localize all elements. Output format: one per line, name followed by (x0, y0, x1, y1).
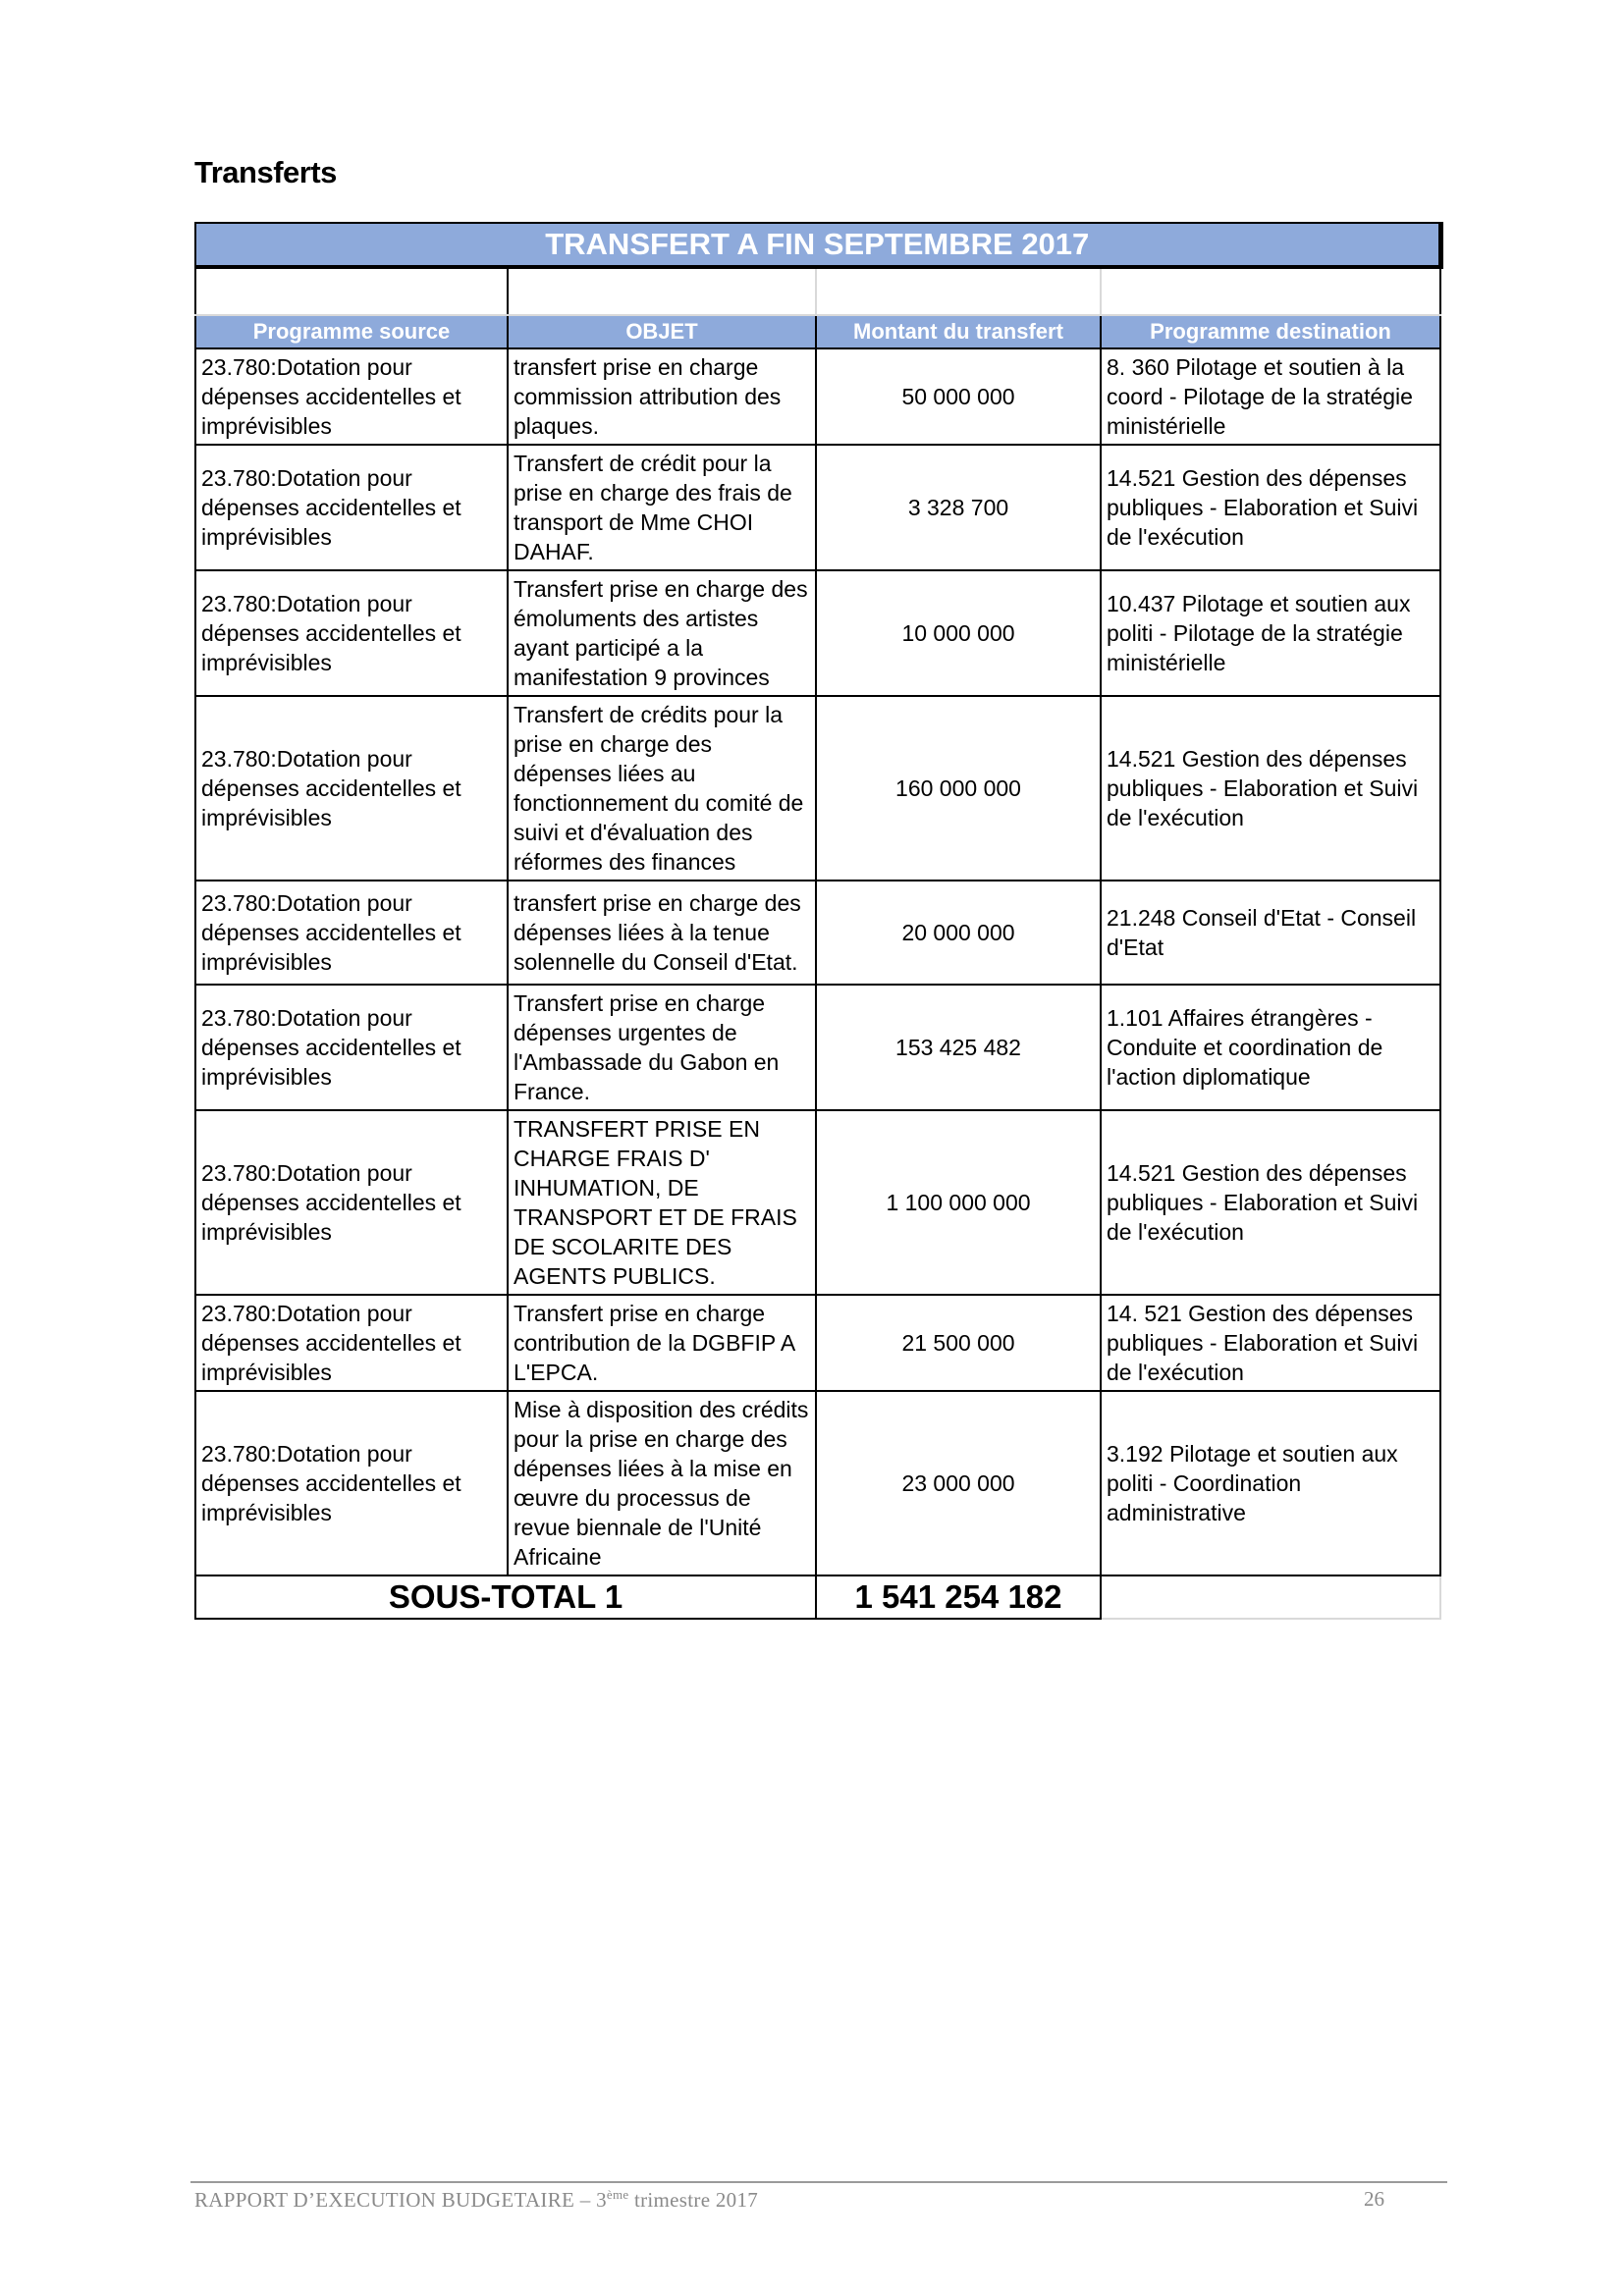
amount-cell: 153 425 482 (816, 985, 1101, 1110)
column-header-objet: OBJET (508, 315, 816, 348)
destination-cell: 21.248 Conseil d'Etat - Conseil d'Etat (1101, 881, 1440, 985)
destination-cell: 14.521 Gestion des dépenses publiques - Elaboration et Suivi de l'exécution (1101, 1110, 1440, 1295)
page-number: 26 (1364, 2187, 1384, 2211)
destination-cell: 3.192 Pilotage et soutien aux politi - Coordination administrative (1101, 1391, 1440, 1575)
source-cell: 23.780:Dotation pour dépenses accidentelles et imprévisibles (195, 570, 508, 696)
objet-cell: Transfert prise en charge contribution de la DGBFIP A L'EPCA. (508, 1295, 816, 1391)
column-header-destination: Programme destination (1101, 315, 1440, 348)
table-row (195, 348, 1440, 445)
footer-report-title (194, 2187, 758, 2213)
objet-cell: Transfert prise en charge dépenses urgentes de l'Ambassade du Gabon en France. (508, 985, 816, 1110)
table-row (195, 985, 1440, 1110)
source-cell: 23.780:Dotation pour dépenses accidentelles et imprévisibles (195, 985, 508, 1110)
table-row (195, 445, 1440, 570)
table-header-row (195, 315, 1440, 348)
objet-cell: TRANSFERT PRISE EN CHARGE FRAIS D' INHUMATION, DE TRANSPORT ET DE FRAIS DE SCOLARITE DES AGENTS PUBLICS. (508, 1110, 816, 1295)
destination-cell: 14. 521 Gestion des dépenses publiques - Elaboration et Suivi de l'exécution (1101, 1295, 1440, 1391)
footer-text-part: RAPPORT D’EXECUTION BUDGETAIRE – 3 (194, 2188, 607, 2212)
subtotal-label: SOUS-TOTAL 1 (195, 1575, 816, 1619)
spacer-cell (508, 267, 816, 315)
source-cell: 23.780:Dotation pour dépenses accidentelles et imprévisibles (195, 696, 508, 881)
spacer-cell (195, 267, 508, 315)
objet-cell: Transfert de crédits pour la prise en charge des dépenses liées au fonctionnement du comité de suivi et d'évaluation des réformes des finances (508, 696, 816, 881)
destination-cell: 1.101 Affaires étrangères - Conduite et coordination de l'action diplomatique (1101, 985, 1440, 1110)
table-row (195, 881, 1440, 985)
spacer-cell (816, 267, 1101, 315)
amount-cell: 50 000 000 (816, 348, 1101, 445)
source-cell: 23.780:Dotation pour dépenses accidentelles et imprévisibles (195, 348, 508, 445)
objet-cell: transfert prise en charge des dépenses liées à la tenue solennelle du Conseil d'Etat. (508, 881, 816, 985)
table-row (195, 1295, 1440, 1391)
objet-cell: Transfert de crédit pour la prise en charge des frais de transport de Mme CHOI DAHAF. (508, 445, 816, 570)
source-cell: 23.780:Dotation pour dépenses accidentelles et imprévisibles (195, 1391, 508, 1575)
amount-cell: 3 328 700 (816, 445, 1101, 570)
table-title: TRANSFERT A FIN SEPTEMBRE 2017 (195, 223, 1440, 267)
spacer-cell (1101, 267, 1440, 315)
source-cell: 23.780:Dotation pour dépenses accidentelles et imprévisibles (195, 445, 508, 570)
destination-cell: 8. 360 Pilotage et soutien à la coord - Pilotage de la stratégie ministérielle (1101, 348, 1440, 445)
amount-cell: 21 500 000 (816, 1295, 1101, 1391)
amount-cell: 10 000 000 (816, 570, 1101, 696)
source-cell: 23.780:Dotation pour dépenses accidentelles et imprévisibles (195, 1110, 508, 1295)
column-header-montant: Montant du transfert (816, 315, 1101, 348)
subtotal-empty-cell (1101, 1575, 1440, 1619)
section-title: Transferts (194, 155, 337, 189)
transfers-table (194, 222, 1443, 1620)
table-row (195, 696, 1440, 881)
amount-cell: 1 100 000 000 (816, 1110, 1101, 1295)
source-cell: 23.780:Dotation pour dépenses accidentelles et imprévisibles (195, 1295, 508, 1391)
objet-cell: transfert prise en charge commission attribution des plaques. (508, 348, 816, 445)
destination-cell: 10.437 Pilotage et soutien aux politi - Pilotage de la stratégie ministérielle (1101, 570, 1440, 696)
table-row (195, 1110, 1440, 1295)
table-spacer-row (195, 267, 1440, 315)
amount-cell: 160 000 000 (816, 696, 1101, 881)
destination-cell: 14.521 Gestion des dépenses publiques - Elaboration et Suivi de l'exécution (1101, 696, 1440, 881)
column-header-source: Programme source (195, 315, 508, 348)
amount-cell: 20 000 000 (816, 881, 1101, 985)
table-row (195, 1391, 1440, 1575)
table-row (195, 570, 1440, 696)
footer-divider (190, 2181, 1447, 2183)
amount-cell: 23 000 000 (816, 1391, 1101, 1575)
subtotal-row (195, 1575, 1440, 1619)
source-cell: 23.780:Dotation pour dépenses accidentelles et imprévisibles (195, 881, 508, 985)
objet-cell: Mise à disposition des crédits pour la prise en charge des dépenses liées à la mise en œuvre du processus de revue biennale de l'Unité Africaine (508, 1391, 816, 1575)
destination-cell: 14.521 Gestion des dépenses publiques - Elaboration et Suivi de l'exécution (1101, 445, 1440, 570)
subtotal-value: 1 541 254 182 (816, 1575, 1101, 1619)
footer-superscript: ème (606, 2187, 629, 2202)
footer-text-part: trimestre 2017 (628, 2188, 759, 2212)
table-title-row (195, 223, 1440, 267)
objet-cell: Transfert prise en charge des émoluments des artistes ayant participé a la manifestation 9 provinces (508, 570, 816, 696)
